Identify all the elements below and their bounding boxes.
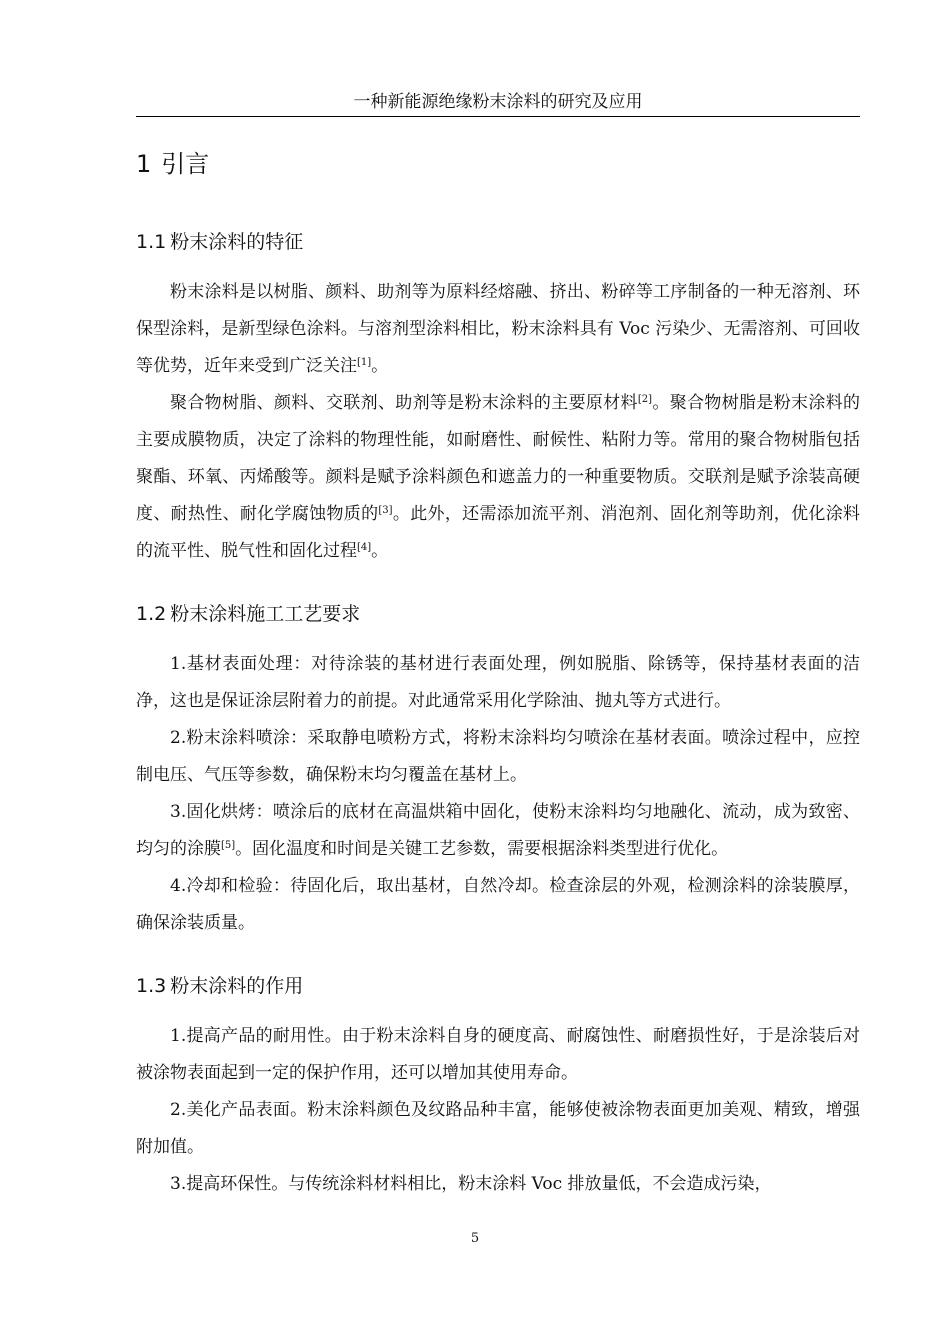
chapter-number: 1 <box>136 150 152 178</box>
running-header: 一种新能源绝缘粉末涂料的研究及应用 <box>136 90 860 117</box>
paragraph: 3.固化烘烤：喷涂后的底材在高温烘箱中固化，使粉末涂料均匀地融化、流动，成为致密、均匀的涂膜[5]。固化温度和时间是关键工艺参数，需要根据涂料类型进行优化。 <box>136 802 860 859</box>
section-heading-1-3 <box>136 972 860 1000</box>
section-title: 粉末涂料的特征 <box>170 231 304 253</box>
section-number: 1.1 <box>136 231 167 253</box>
page-number: 5 <box>470 1231 480 1246</box>
section-heading-1-1 <box>136 228 860 256</box>
citation: [2] <box>637 394 653 405</box>
paragraph: 1.提高产品的耐用性。由于粉末涂料自身的硬度高、耐腐蚀性、耐磨损性好，于是涂装后对被涂物表面起到一定的保护作用，还可以增加其使用寿命。 <box>136 1026 860 1083</box>
paragraph: 3.提高环保性。与传统涂料材料相比，粉末涂料 Voc 排放量低，不会造成污染， <box>170 1174 772 1194</box>
citation: [3] <box>378 505 393 516</box>
paragraph: 4.冷却和检验：待固化后，取出基材，自然冷却。检查涂层的外观，检测涂料的涂装膜厚，确保涂装质量。 <box>136 876 860 933</box>
section-number: 1.2 <box>136 603 167 625</box>
paragraph: 2.美化产品表面。粉末涂料颜色及纹路品种丰富，能够使被涂物表面更加美观、精致，增强附加值。 <box>136 1100 860 1157</box>
citation: [4] <box>357 542 372 553</box>
citation: [5] <box>221 840 236 851</box>
section-number: 1.3 <box>136 975 167 997</box>
paragraph: 粉末涂料是以树脂、颜料、助剂等为原料经熔融、挤出、粉碎等工序制备的一种无溶剂、环保型涂料，是新型绿色涂料。与溶剂型涂料相比，粉末涂料具有 Voc 污染少、无需溶剂、可回收等优势，近年来受到广泛关注[1]。 <box>136 282 860 376</box>
paragraph: 2.粉末涂料喷涂：采取静电喷粉方式，将粉末涂料均匀喷涂在基材表面。喷涂过程中，应控制电压、气压等参数，确保粉末均匀覆盖在基材上。 <box>136 728 860 785</box>
section-title: 粉末涂料施工工艺要求 <box>170 603 361 625</box>
citation: [1] <box>357 357 372 368</box>
chapter-title: 引言 <box>161 150 210 178</box>
page-body <box>136 140 860 1203</box>
paragraph: 1.基材表面处理：对待涂装的基材进行表面处理，例如脱脂、除锈等，保持基材表面的洁净，这也是保证涂层附着力的前提。对此通常采用化学除油、抛丸等方式进行。 <box>136 654 860 711</box>
chapter-heading <box>136 148 860 180</box>
paragraph: 聚合物树脂、颜料、交联剂、助剂等是粉末涂料的主要原材料[2]。聚合物树脂是粉末涂料的主要成膜物质，决定了涂料的物理性能，如耐磨性、耐候性、粘附力等。常用的聚合物树脂包括聚酯、环氧、丙烯酸等。颜料是赋予涂料颜色和遮盖力的一种重要物质。交联剂是赋予涂装高硬度、耐热性、耐化学腐蚀物质的[3]。此外，还需添加流平剂、消泡剂、固化剂等助剂，优化涂料的流平性、脱气性和固化过程[4]。 <box>136 393 861 561</box>
section-heading-1-2 <box>136 600 860 628</box>
section-title: 粉末涂料的作用 <box>170 975 304 997</box>
